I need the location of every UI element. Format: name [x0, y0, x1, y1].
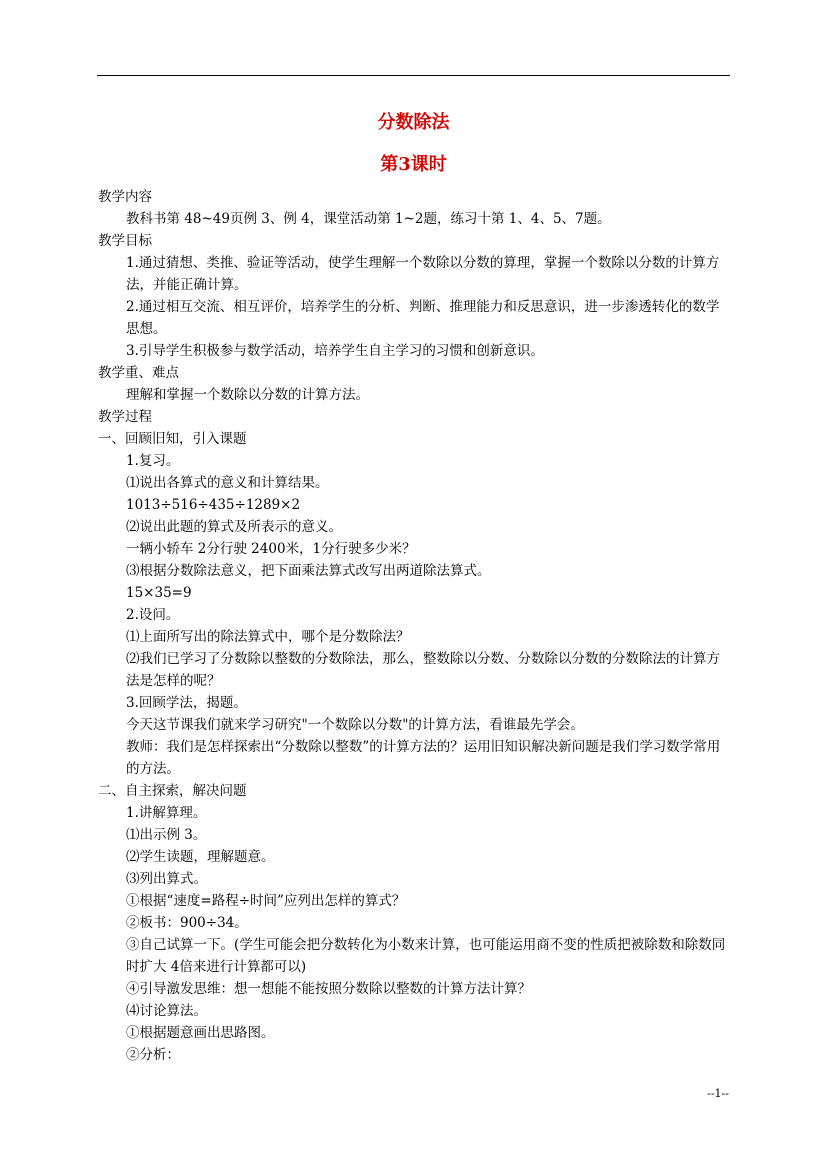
paragraph: 教学内容	[98, 189, 152, 205]
paragraph: 2.通过相互交流、相互评价，培养学生的分析、判断、推理能力和反思意识，进一步渗透转化的数学思想。	[126, 299, 720, 337]
paragraph: 今天这节课我们就来学习研究"一个数除以分数"的计算方法，看谁最先学会。	[126, 717, 584, 733]
paragraph: ①根据题意画出思路图。	[126, 1025, 275, 1041]
paragraph: ⑴上面所写出的除法算式中，哪个是分数除法？	[126, 629, 410, 645]
paragraph: 1.通过猜想、类推、验证等活动，使学生理解一个数除以分数的算理，掌握一个数除以分数的计算方法，并能正确计算。	[126, 255, 720, 293]
paragraph: ⑴说出各算式的意义和计算结果。	[126, 475, 329, 491]
lesson-subtitle: 第3课时	[380, 154, 447, 175]
page-number: --1--	[707, 1087, 729, 1100]
paragraph: ⑵学生读题，理解题意。	[126, 849, 275, 865]
paragraph: 教师：我们是怎样探索出“分数除以整数”的计算方法的？运用旧知识解决新问题是我们学习数学常用的方法。	[126, 739, 721, 777]
paragraph: 3.回顾学法，揭题。	[126, 695, 247, 711]
document-title: 分数除法	[377, 112, 450, 133]
paragraph: 教学过程	[98, 409, 152, 425]
paragraph: ③自己试算一下。(学生可能会把分数转化为小数来计算，也可能运用商不变的性质把被除数和除数同时扩大 4倍来进行计算都可以)	[126, 937, 726, 975]
paragraph: 教科书第 48~49页例 3、例 4，课堂活动第 1~2题，练习十第 1、4、5、7题。	[126, 211, 611, 227]
paragraph: ①根据“速度=路程÷时间”应列出怎样的算式？	[126, 893, 406, 909]
paragraph: 3.引导学生积极参与数学活动，培养学生自主学习的习惯和创新意识。	[126, 343, 544, 359]
paragraph: ②板书：900÷34。	[126, 915, 248, 931]
paragraph: 理解和掌握一个数除以分数的计算方法。	[126, 387, 369, 403]
paragraph: ④引导激发思维：想一想能不能按照分数除以整数的计算方法计算？	[126, 981, 531, 997]
document-body	[98, 186, 730, 1066]
paragraph: 1.复习。	[126, 453, 180, 469]
paragraph: ⑴出示例 3。	[126, 827, 207, 843]
paragraph: ⑶根据分数除法意义，把下面乘法算式改写出两道除法算式。	[126, 563, 491, 579]
paragraph: 教学重、难点	[98, 365, 179, 381]
paragraph: 教学目标	[98, 233, 152, 249]
paragraph: ⑵我们已学习了分数除以整数的分数除法，那么，整数除以分数、分数除以分数的分数除法的计算方法是怎样的呢？	[126, 651, 720, 689]
paragraph: ⑶列出算式。	[126, 871, 207, 887]
paragraph: ⑵说出此题的算式及所表示的意义。	[126, 519, 342, 535]
paragraph: 1013÷516÷435÷1289×2	[126, 497, 301, 513]
paragraph: 二、自主探索，解决问题	[98, 783, 247, 799]
paragraph: 一、回顾旧知，引入课题	[98, 431, 247, 447]
paragraph: ⑷讨论算法。	[126, 1003, 207, 1019]
paragraph: 一辆小轿车 2分行驶 2400米，1分行驶多少米？	[126, 541, 416, 557]
header-rule	[97, 75, 730, 76]
paragraph: 2.设问。	[126, 607, 180, 623]
paragraph: ②分析：	[126, 1047, 180, 1063]
paragraph: 15×35=9	[126, 585, 192, 601]
paragraph: 1.讲解算理。	[126, 805, 207, 821]
